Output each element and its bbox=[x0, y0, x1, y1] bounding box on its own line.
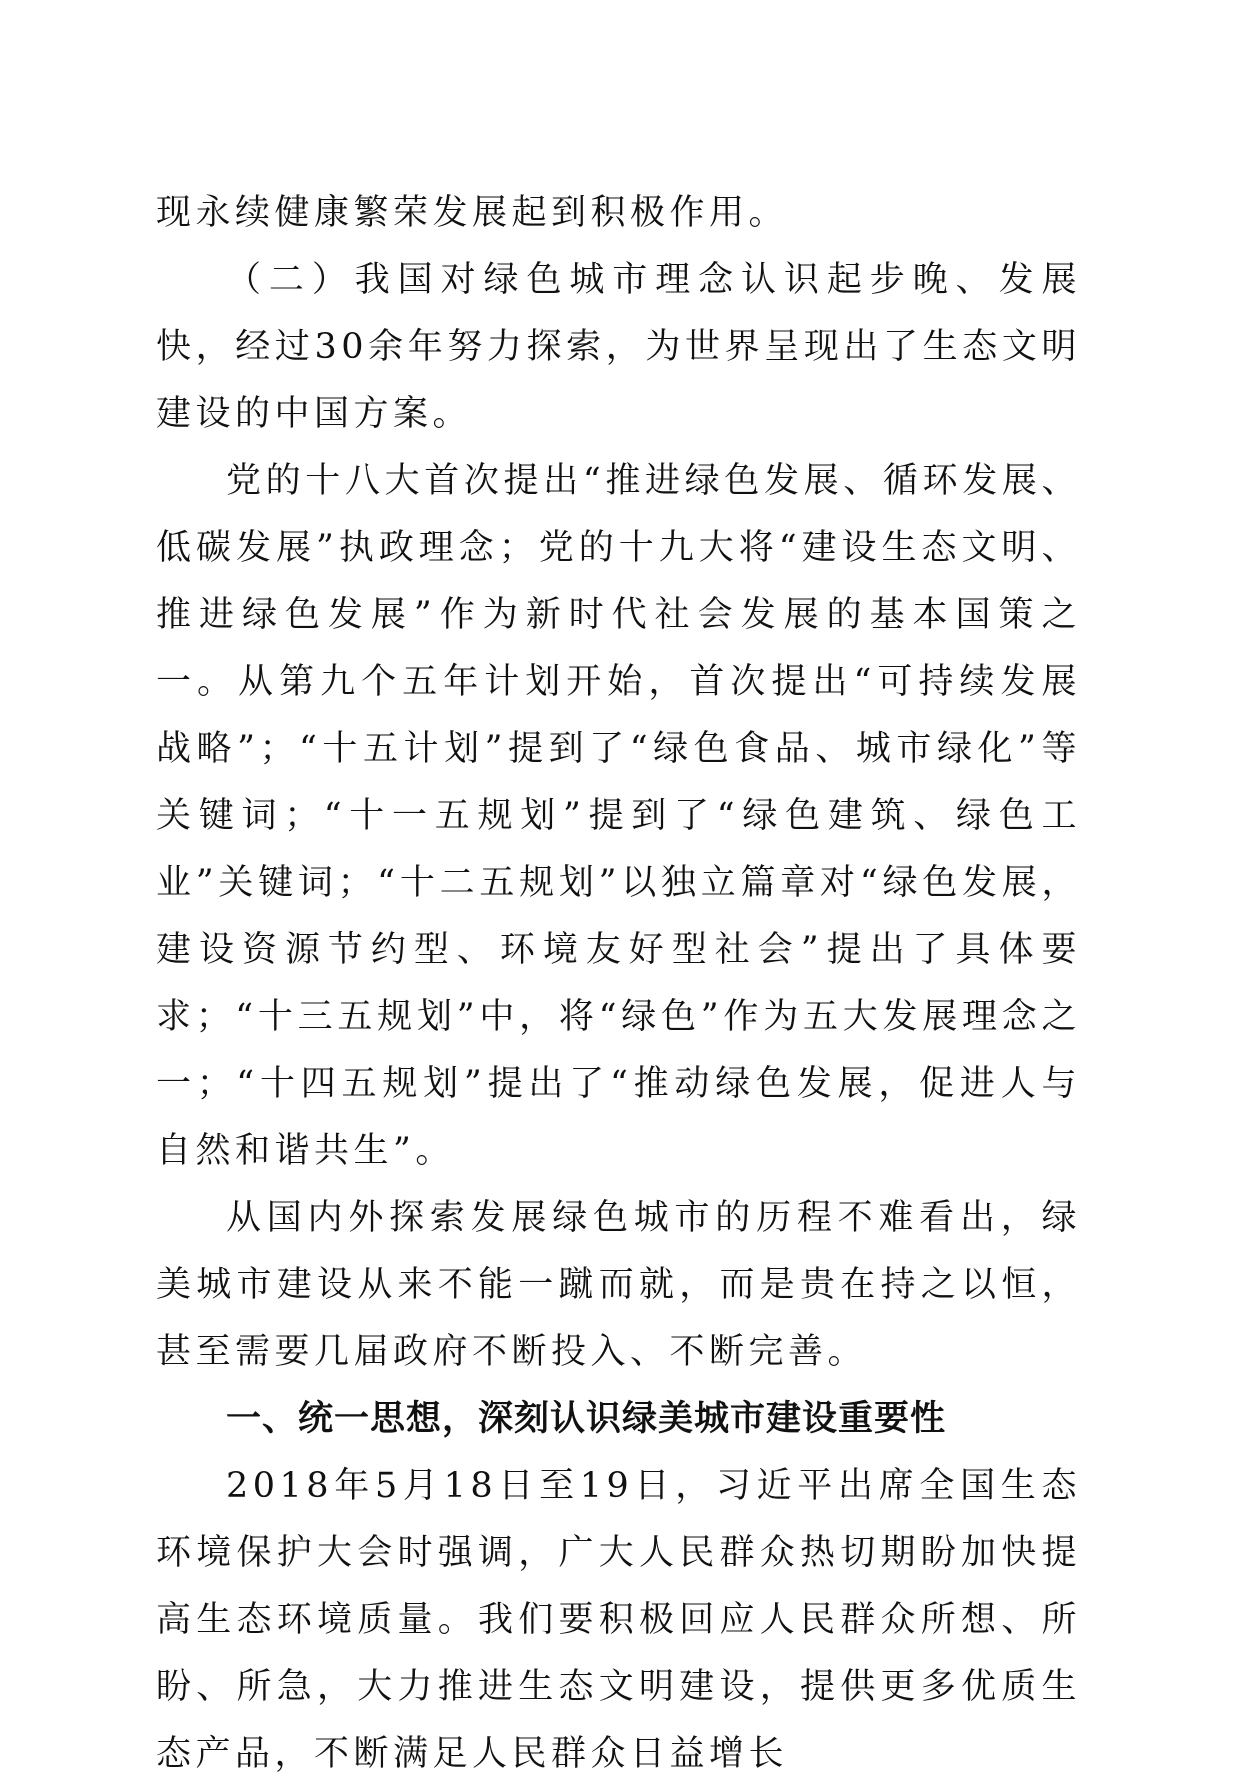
paragraph-conclusion: 从国内外探索发展绿色城市的历程不难看出，绿美城市建设从来不能一蹴而就，而是贵在持之以恒，甚至需要几届政府不断投入、不断完善。 bbox=[156, 1198, 1081, 1372]
paragraph-continuation: 现永续健康繁荣发展起到积极作用。 bbox=[156, 193, 789, 233]
section-heading-one: 一、统一思想，深刻认识绿美城市建设重要性 bbox=[226, 1399, 947, 1439]
document-body bbox=[156, 180, 1081, 1788]
paragraph-2018-conference: 2018年5月18日至19日，习近平出席全国生态环境保护大会时强调，广大人民群众热切期盼加快提高生态环境质量。我们要积极回应人民群众所想、所盼、所急，大力推进生态文明建设，提供更多优质生态产品，不断满足人民群众日益增长 bbox=[156, 1466, 1081, 1774]
paragraph-section-two-title: （二）我国对绿色城市理念认识起步晚、发展快，经过30余年努力探索，为世界呈现出了生态文明建设的中国方案。 bbox=[156, 260, 1081, 434]
paragraph-policy-history: 党的十八大首次提出“推进绿色发展、循环发展、低碳发展”执政理念；党的十九大将“建设生态文明、推进绿色发展”作为新时代社会发展的基本国策之一。从第九个五年计划开始，首次提出“可持续发展战略”；“十五计划”提到了“绿色食品、城市绿化”等关键词；“十一五规划”提到了“绿色建筑、绿色工业”关键词；“十二五规划”以独立篇章对“绿色发展，建设资源节约型、环境友好型社会”提出了具体要求；“十三五规划”中，将“绿色”作为五大发展理念之一；“十四五规划”提出了“推动绿色发展，促进人与自然和谐共生”。 bbox=[156, 461, 1081, 1171]
